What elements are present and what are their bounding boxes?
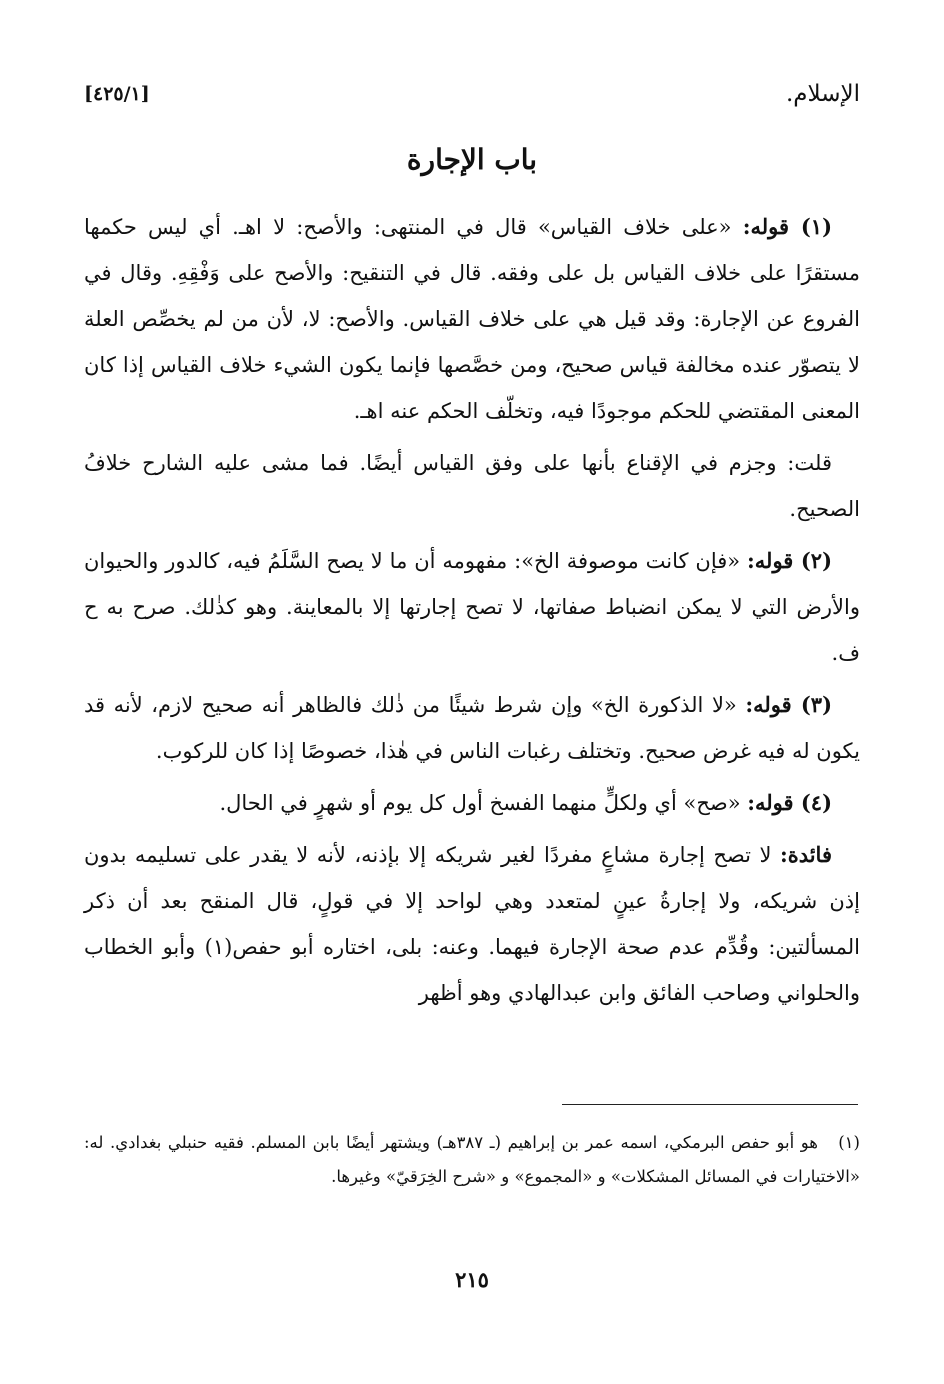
continued-text: الإسلام. [785, 81, 860, 107]
note-lead: (١) قوله: [742, 214, 832, 239]
note-lead: (٢) قوله: [747, 548, 833, 573]
footnote-divider [562, 1104, 858, 1105]
paragraph-note-2 [84, 538, 860, 676]
paragraph-note-3 [84, 682, 860, 774]
paragraph-text: «على خلاف القياس» قال في المنتهى: والأصح: لا اهـ. أي ليس حكمها مستقرًا على خلاف القياس بل على وفقه. قال في التنقيح: والأصح على وَفْقِهِ. وقال في الفروع عن الإجارة: وقد قيل هي على خلاف القياس. والأصح: لا، لأن من لم يخصِّص العلة لا يتصوّر عنده مخالفة قياس صحيح، ومن خصَّصها فإنما يكون الشيء خلاف القياس إذا كان المعنى المقتضي للحكم موجودًا فيه، وتخلّف الحكم عنه اهـ. [84, 215, 860, 423]
paragraph-benefit [84, 832, 860, 1016]
footnote [84, 1126, 860, 1194]
footnote-text: هو أبو حفص البرمكي، اسمه عمر بن إبراهيم (ـ ٣٨٧هـ) ويشتهر أيضًا بابن المسلم. فقيه حنبلي بغدادي. له: «الاختيارات في المسائل المشكلات» و «المجموع» و «شرح الخِرَقيّ» وغيرها. [84, 1133, 860, 1186]
page-number: ٢١٥ [455, 1267, 489, 1292]
paragraph-note-4 [84, 780, 860, 826]
volume-page-reference: [٤٢٥/١] [84, 83, 150, 105]
chapter-title: باب الإجارة [406, 143, 538, 176]
paragraph-note-1 [84, 204, 860, 434]
paragraph-comment [84, 440, 860, 532]
main-text [84, 204, 860, 1022]
paragraph-text: «فإن كانت موصوفة الخ»: مفهومه أن ما لا يصح السَّلَمُ فيه، كالدور والحيوان والأرض التي لا يمكن انضباط صفاتها، لا تصح إجارتها إلا بالمعاينة. وهو كذٰلك. صرح به ح ف. [84, 549, 860, 665]
paragraph-text: قلت: وجزم في الإقناع بأنها على وفق القياس أيضًا. فما مشى عليه الشارح خلافُ الصحيح. [84, 451, 860, 521]
paragraph-text: «صح» أي ولكلٍّ منهما الفسخ أول كل يوم أو شهرٍ في الحال. [219, 791, 748, 815]
paragraph-text: «لا الذكورة الخ» وإن شرط شيئًا من ذٰلك فالظاهر أنه صحيح لازم، لأنه قد يكون له فيه غرض صحيح. وتختلف رغبات الناس في هٰذا، خصوصًا إذا كان للركوب. [84, 693, 860, 763]
note-lead: (٣) قوله: [745, 692, 832, 717]
note-lead: فائدة: [779, 842, 832, 867]
paragraph-text: لا تصح إجارة مشاعٍ مفردًا لغير شريكه إلا بإذنه، لأنه لا يقدر على تسليمه بدون إذن شريكه، ولا إجارةُ عينٍ لمتعدد وهي لواحد إلا في قولٍ، قال المنقح بعد أن ذكر المسألتين: وقُدِّم عدم صحة الإجارة فيهما. وعنه: بلى، اختاره أبو حفص(١) وأبو الخطاب والحلواني وصاحب الفائق وابن عبدالهادي وهو أظهر [84, 843, 860, 1005]
footnote-number: (١) [838, 1133, 860, 1152]
note-lead: (٤) قوله: [747, 790, 832, 815]
running-head [84, 76, 860, 116]
